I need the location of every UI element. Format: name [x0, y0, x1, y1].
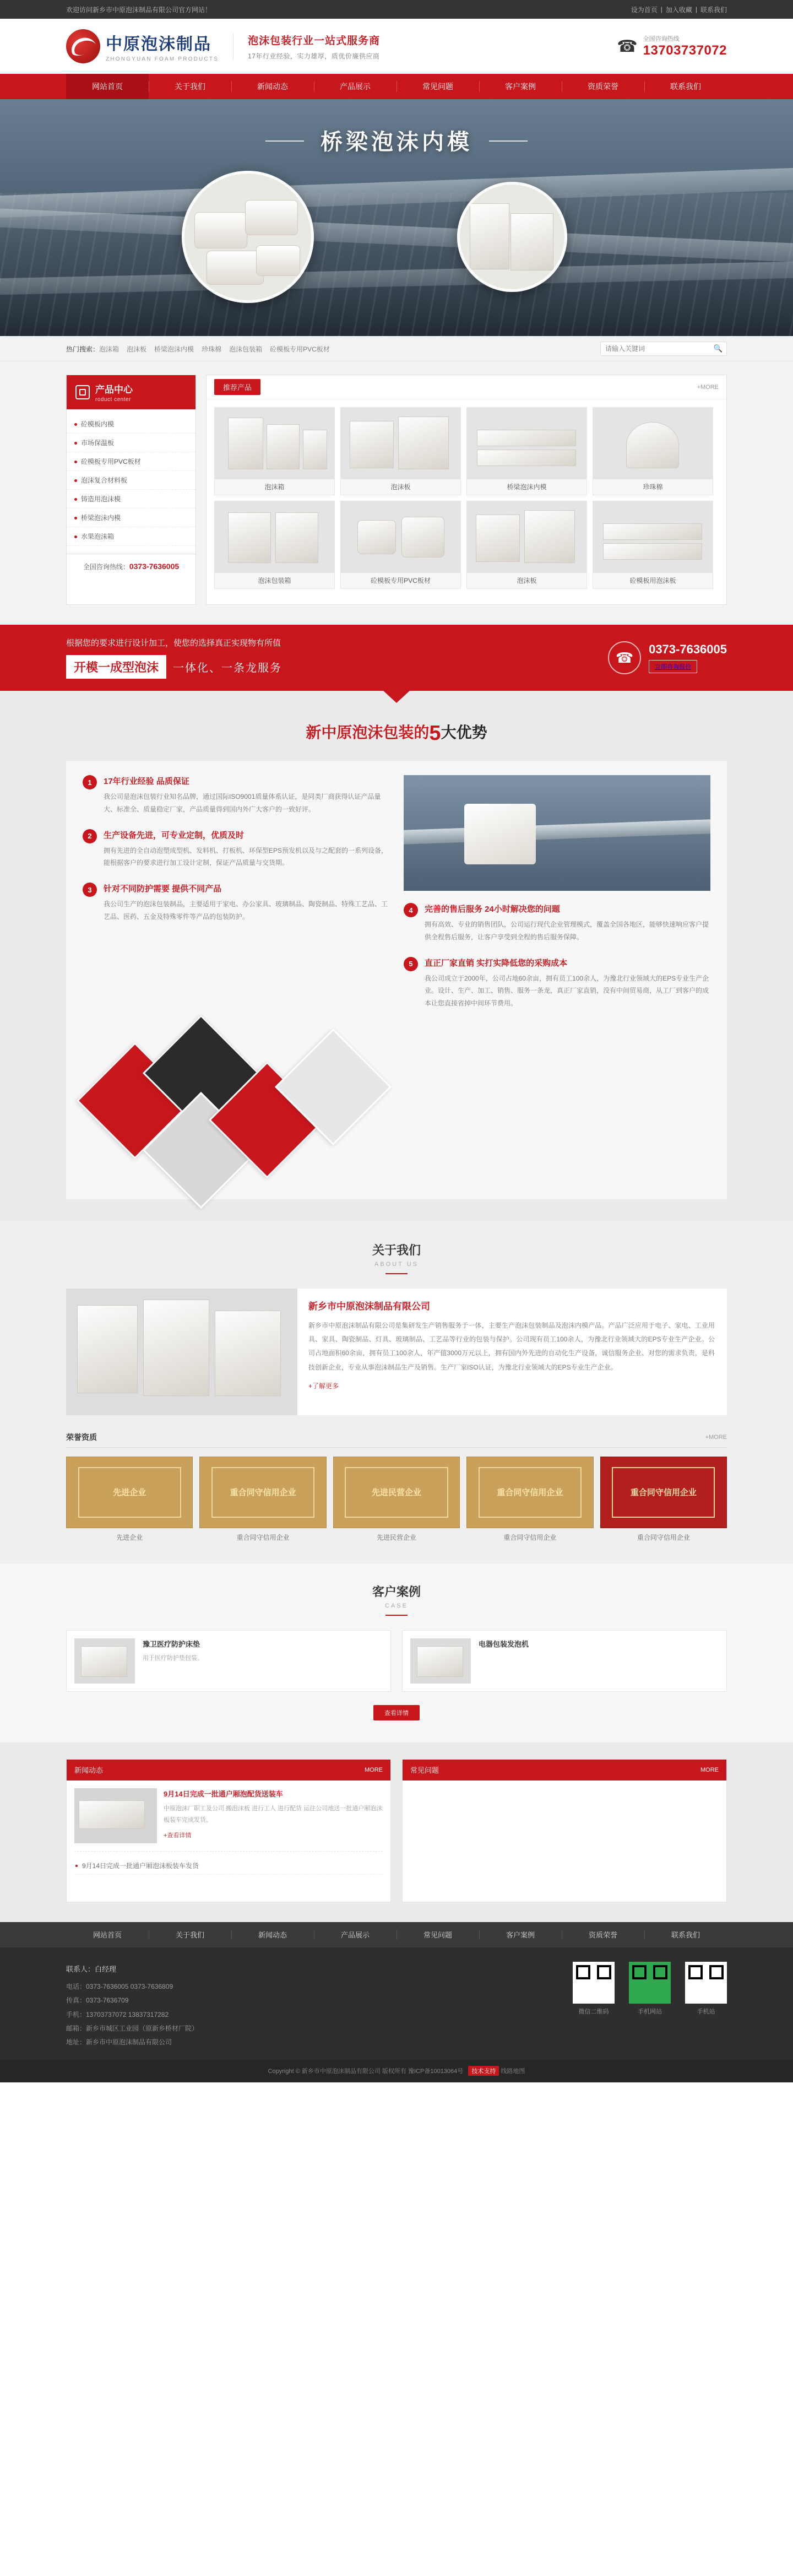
cases-title-en: CASE: [385, 1602, 408, 1609]
honor-card[interactable]: [66, 1457, 193, 1542]
faq-column: [402, 1759, 727, 1902]
product-name: 泡沫箱: [215, 479, 334, 495]
sidebar-tel-value: 0373-7636005: [129, 562, 180, 571]
product-main: [206, 375, 727, 605]
tel-number: 13703737072: [643, 43, 727, 58]
product-card[interactable]: [466, 407, 587, 495]
honor-card[interactable]: [600, 1457, 727, 1542]
sidebar-item-2[interactable]: 砼模板专用PVC板材: [67, 452, 195, 471]
advantage-heading: 生产设备先进，可专业定制，优质及时: [104, 830, 245, 840]
product-card[interactable]: [214, 407, 335, 495]
news-column: [66, 1759, 391, 1902]
product-sidebar: [66, 375, 196, 605]
logo-icon: [66, 29, 100, 63]
honor-plate-text: 先进民营企业: [345, 1467, 448, 1518]
sidebar-item-4[interactable]: 铸造用泡沫模: [67, 490, 195, 508]
case-title: 电器包装发泡机: [479, 1639, 529, 1648]
honor-image: [333, 1457, 460, 1528]
topbar-links: [631, 5, 727, 14]
case-card[interactable]: [66, 1630, 391, 1692]
footer-contact-line-0: 电话：0373-7636005 0373-7636809: [66, 1983, 173, 1991]
honor-plate-text: 重合同守信用企业: [211, 1467, 314, 1518]
hot-keyword-4[interactable]: 泡沫包装箱: [229, 345, 263, 353]
honor-plate-text: 重合同守信用企业: [479, 1467, 582, 1518]
footer-nav-item-1[interactable]: 关于我们: [149, 1922, 231, 1947]
advantage-number: 5: [404, 957, 418, 971]
set-homepage-link[interactable]: 设为首页: [631, 6, 658, 14]
phone-icon: ☎: [608, 641, 641, 674]
hot-keyword-3[interactable]: 珍珠棉: [202, 345, 222, 353]
honor-card[interactable]: [333, 1457, 460, 1542]
hot-keyword-2[interactable]: 桥梁泡沫内模: [154, 345, 194, 353]
case-card[interactable]: [402, 1630, 727, 1692]
news-list-item[interactable]: 9月14日完成一批通户厢泡沫板装车发货: [74, 1857, 383, 1875]
slogan-main: 泡沫包装行业一站式服务商: [248, 35, 381, 47]
news-detail-link[interactable]: +查看详情: [164, 1832, 192, 1839]
main-nav: [0, 74, 793, 99]
news-more-link[interactable]: MORE: [365, 1766, 383, 1773]
search-field[interactable]: [600, 342, 727, 356]
nav-item-4[interactable]: 常见问题: [397, 74, 479, 99]
product-card[interactable]: [340, 501, 461, 589]
qr-label: 微信二维码: [578, 2008, 609, 2015]
about-section: [0, 1221, 793, 1564]
footer-contact-line-1: 传真：0373-7636709: [66, 1996, 129, 2005]
product-card[interactable]: [214, 501, 335, 589]
honor-caption: 重合同守信用企业: [236, 1533, 290, 1541]
products-more-link[interactable]: +MORE: [697, 383, 719, 391]
product-image: [467, 501, 586, 573]
product-image: [341, 408, 460, 479]
news-head-label: 新闻动态: [74, 1766, 104, 1775]
sidebar-tel-label: 全国咨询热线：: [83, 563, 129, 571]
cases-title-cn: 客户案例: [372, 1584, 421, 1599]
product-card[interactable]: [593, 501, 713, 589]
about-company-name: 新乡市中原泡沫制品有限公司: [308, 1301, 430, 1312]
product-image: [467, 408, 586, 479]
footer-contact: [66, 1962, 556, 2049]
promo-line1: 根据您的要求进行设计加工，使您的选择真正实现物有所值: [66, 638, 281, 648]
about-description: 新乡市中原泡沫制品有限公司是集研发生产销售服务于一体，主要生产泡沫包装制品及泡沫内模产品。产品广泛应用于电子、家电、工业用具、家具、陶瓷制品、灯具、玻璃制品、工艺品等行业的包装与保护。公司现有员工100余人，为豫北行业领域大的EPS专业生产企业。公司占地面积60余亩，拥有员工100余人，年产值3000万元以上，拥有国内外先进的自动化生产设备，诚信服务企业、对您的需求负责，是科技创新企业，专业从事泡沫制品生产及销售。生产厂家ISO认证，为豫北行业领域大的EPS专业生产企业。: [308, 1321, 715, 1371]
site-header: [0, 19, 793, 74]
footer-nav-item-4[interactable]: 常见问题: [397, 1922, 479, 1947]
product-name: 桥梁泡沫内模: [467, 479, 586, 495]
support-badge: 技术支持: [468, 2066, 499, 2076]
advantage-text: 我公司成立于2000年，公司占地60余亩，拥有员工100余人，为豫北行业领域大的EPS专业生产企业。设计、生产、加工、销售、服务一条龙，真正厂家直销，没有中间贸易商，从工厂到客户的成本让您直接省掉中间环节费用。: [425, 974, 709, 1008]
sidebar-item-3[interactable]: 泡沫复合材料板: [67, 471, 195, 490]
sidebar-title-en: roduct center: [95, 397, 131, 403]
product-image: [215, 408, 334, 479]
recommended-products-bar: [207, 375, 726, 399]
divider: |: [660, 6, 662, 13]
advantage-text: 我公司生产的泡沫包装制品，主要适用于家电、办公家具、玻璃制品、陶瓷制品、特殊工艺品、工艺品、医药、五金及特殊零件等产品的包装防护。: [104, 900, 388, 921]
product-name: 砼模板专用PVC板材: [341, 573, 460, 588]
tel-label: 全国咨询热线: [643, 36, 680, 42]
hot-keyword-5[interactable]: 砼模板专用PVC板材: [270, 345, 330, 353]
hero-banner: [0, 99, 793, 336]
news-headline[interactable]: 9月14日完成一批通户厢泡配货送装车: [164, 1789, 283, 1798]
qr-image: [685, 1962, 727, 2004]
qr-code: [685, 1962, 727, 2016]
product-name: 泡沫板: [467, 573, 586, 588]
sidebar-item-0[interactable]: 砼模板内模: [67, 415, 195, 434]
footer-nav-item-6[interactable]: 资质荣誉: [562, 1922, 644, 1947]
honor-image: [66, 1457, 193, 1528]
footer-nav-item-3[interactable]: 产品展示: [314, 1922, 397, 1947]
icp-record: 豫ICP备10013064号: [408, 2068, 464, 2075]
advantage-number: 1: [83, 775, 97, 789]
product-image: [341, 501, 460, 573]
about-photo: [66, 1289, 297, 1415]
qr-label: 手机站: [697, 2008, 715, 2015]
advantages-section: [0, 691, 793, 1221]
honors-block: [66, 1432, 727, 1542]
product-image: [215, 501, 334, 573]
footer-nav-item-5[interactable]: 客户案例: [479, 1922, 562, 1947]
hot-keyword-0[interactable]: 泡沫箱: [99, 345, 120, 353]
advantage-number: 3: [83, 883, 97, 897]
faq-more-link[interactable]: MORE: [700, 1766, 719, 1773]
honor-caption: 重合同守信用企业: [637, 1533, 690, 1541]
advantage-item: [404, 957, 710, 1010]
honor-plate-text: 重合同守信用企业: [612, 1467, 715, 1518]
slogan: [233, 33, 380, 61]
nav-item-3[interactable]: 产品展示: [314, 74, 397, 99]
header-telephone: [617, 34, 727, 58]
search-input[interactable]: [601, 342, 710, 355]
advantage-heading: 针对不同防护需要 提供不同产品: [104, 884, 222, 894]
sidebar-title: 产品中心: [95, 385, 133, 395]
product-image: [593, 408, 713, 479]
advantage-heading: 直正厂家直销 实打实降低您的采购成本: [425, 958, 568, 968]
footer-nav-item-2[interactable]: 新闻动态: [231, 1922, 314, 1947]
banner-title: 桥梁泡沫内模: [305, 122, 488, 158]
advantage-number: 4: [404, 903, 418, 917]
case-image: [74, 1638, 135, 1684]
product-card[interactable]: [340, 407, 461, 495]
product-name: 砼模板用泡沫板: [593, 573, 713, 588]
honor-caption: 重合同守信用企业: [503, 1533, 557, 1541]
honor-card[interactable]: [199, 1457, 326, 1542]
promo-tel: 0373-7636005: [649, 642, 727, 656]
footer-nav-item-0[interactable]: 网站首页: [93, 1931, 122, 1940]
footer-contact-line-4: 地址：新乡市中原泡沫制品有限公司: [66, 2038, 172, 2047]
phone-icon: ☎: [617, 37, 638, 56]
advantages-title-suffix: 大优势: [441, 724, 487, 741]
honor-image: [199, 1457, 326, 1528]
honor-image: [466, 1457, 593, 1528]
advantage-item: [404, 903, 710, 944]
section-label: 推荐产品: [214, 379, 260, 395]
advantage-text: 拥有高效、专业的销售团队，公司运行现代企业管理模式，覆盖全国各地区，能够快速响应客户提供全程售后服务，让客户享受到全程的售后服务保障。: [425, 921, 709, 941]
nav-item-5[interactable]: 客户案例: [479, 74, 562, 99]
honors-title: 荣誉资质: [66, 1432, 97, 1442]
promo-arrow: [382, 690, 411, 703]
sidebar-item-5[interactable]: 桥梁泡沫内模: [67, 508, 195, 527]
site-footer: [0, 1947, 793, 2059]
search-bar: [0, 336, 793, 361]
advantage-photo: [404, 775, 710, 891]
footer-nav-item-7[interactable]: 联系我们: [644, 1922, 727, 1947]
logo-title: 中原泡沫制品: [106, 35, 211, 53]
advantage-heading: 完善的售后服务 24小时解决您的问题: [425, 905, 560, 914]
news-section: [0, 1742, 793, 1922]
product-image: [593, 501, 713, 573]
qr-code: [573, 1962, 615, 2016]
about-more-link[interactable]: +了解更多: [308, 1382, 339, 1390]
cases-section: [0, 1564, 793, 1742]
hot-keyword-1[interactable]: 泡沫板: [127, 345, 147, 353]
honors-more-link[interactable]: +MORE: [705, 1433, 727, 1441]
sitemap-link[interactable]: 线路地图: [501, 2068, 525, 2075]
honor-image: [600, 1457, 727, 1528]
case-title: 豫卫医疗防护床垫: [143, 1639, 200, 1648]
products-section: [0, 361, 793, 625]
advantage-gallery: [83, 1026, 710, 1181]
footer-nav: [0, 1922, 793, 1947]
cases-detail-button[interactable]: 查看详情: [373, 1705, 420, 1720]
divider: |: [695, 6, 697, 13]
banner-product-photo-1: [182, 171, 314, 303]
copyright-bar: [0, 2059, 793, 2082]
advantage-item: [83, 775, 389, 816]
promo-tail: 一体化、一条龙服务: [173, 662, 283, 674]
footer-contact-title: 联系人：白经理: [66, 1965, 117, 1973]
advantage-text: 拥有先进的全自动泡塑成型机、发料机、打板机、环保型EPS预发机以及与之配套的一系列设备，能根据客户的要求进行加工设计定制，保证产品质量与交货期。: [104, 846, 388, 867]
case-desc: 用于医疗防护垫包装。: [143, 1654, 203, 1662]
product-name: 珍珠棉: [593, 479, 713, 495]
nav-item-7[interactable]: 联系我们: [644, 74, 727, 99]
nav-item-0[interactable]: 网站首页: [66, 74, 149, 99]
advantages-title-prefix: 新中原泡沫包装的: [306, 724, 430, 741]
copyright-text: Copyright © 新乡市中原泡沫制品有限公司 版权所有: [268, 2068, 406, 2075]
banner-product-photo-2: [457, 182, 567, 292]
sidebar-header: [67, 375, 195, 409]
advantage-text: 我公司是泡沫包装行业知名品牌，通过国际ISO9001质量体系认证，是同类厂商获得认证产品量大、标准全、质量稳定厂家，产品质量得到国内外广大客户的一致好评。: [104, 793, 381, 813]
category-icon: [75, 385, 90, 399]
advantage-heading: 17年行业经验 品质保证: [104, 777, 189, 786]
promo-banner: [0, 625, 793, 691]
add-favorite-link[interactable]: 加入收藏: [665, 6, 692, 14]
about-title-en: ABOUT US: [374, 1260, 419, 1268]
product-card[interactable]: [466, 501, 587, 589]
product-card[interactable]: [593, 407, 713, 495]
qr-code: [629, 1962, 671, 2016]
honor-plate-text: 先进企业: [78, 1467, 181, 1518]
promo-highlight: 开模一成型泡沫: [66, 655, 166, 679]
contact-link[interactable]: 联系我们: [700, 6, 727, 14]
about-title-cn: 关于我们: [372, 1243, 421, 1257]
advantage-item: [83, 883, 389, 923]
honor-caption: 先进民营企业: [377, 1533, 417, 1541]
advantages-title-number: 5: [429, 722, 441, 745]
qr-image: [573, 1962, 615, 2004]
logo-subtitle: ZHONGYUAN FOAM PRODUCTS: [106, 56, 219, 62]
qr-image: [629, 1962, 671, 2004]
honor-card[interactable]: [466, 1457, 593, 1542]
advantage-item: [83, 829, 389, 870]
logo[interactable]: [66, 29, 219, 63]
footer-contact-line-3: 邮箱：新乡市城区工业园（原新乡桥材厂院）: [66, 2024, 199, 2032]
cases-title: [66, 1583, 727, 1616]
qr-label: 手机网站: [638, 2008, 662, 2015]
nav-item-2[interactable]: 新闻动态: [231, 74, 314, 99]
faq-head-label: 常见问题: [410, 1766, 439, 1775]
nav-item-6[interactable]: 资质荣誉: [562, 74, 644, 99]
news-thumbnail: [74, 1788, 157, 1843]
sidebar-item-1[interactable]: 市场保温板: [67, 434, 195, 452]
sidebar-telephone: [67, 554, 195, 579]
search-icon[interactable]: 🔍: [710, 342, 726, 355]
welcome-text: 欢迎访问新乡市中原泡沫制品有限公司官方网站！: [66, 6, 212, 14]
advantages-title: [66, 721, 727, 745]
promo-quote-button[interactable]: 立即咨询报价: [649, 660, 697, 673]
about-title: [66, 1241, 727, 1274]
advantage-number: 2: [83, 829, 97, 843]
top-bar: [0, 0, 793, 19]
product-name: 泡沫板: [341, 479, 460, 495]
slogan-sub: 17年行业经验，实力雄厚，质优价廉供应商: [248, 52, 380, 60]
footer-contact-line-2: 手机：13703737072 13837317282: [66, 2010, 169, 2018]
honor-caption: 先进企业: [116, 1533, 143, 1541]
case-image: [410, 1638, 471, 1684]
nav-item-1[interactable]: 关于我们: [149, 74, 231, 99]
news-summary: 中原泡沫厂职工及公司 搬泡沫板 进行工人 进行配货 运往公司地送一批通户厢泡沫板装车完成发货。: [164, 1805, 383, 1823]
hot-search-label: 热门搜索：: [66, 345, 100, 353]
sidebar-item-6[interactable]: 水果泡沫箱: [67, 527, 195, 546]
product-name: 泡沫包装箱: [215, 573, 334, 588]
